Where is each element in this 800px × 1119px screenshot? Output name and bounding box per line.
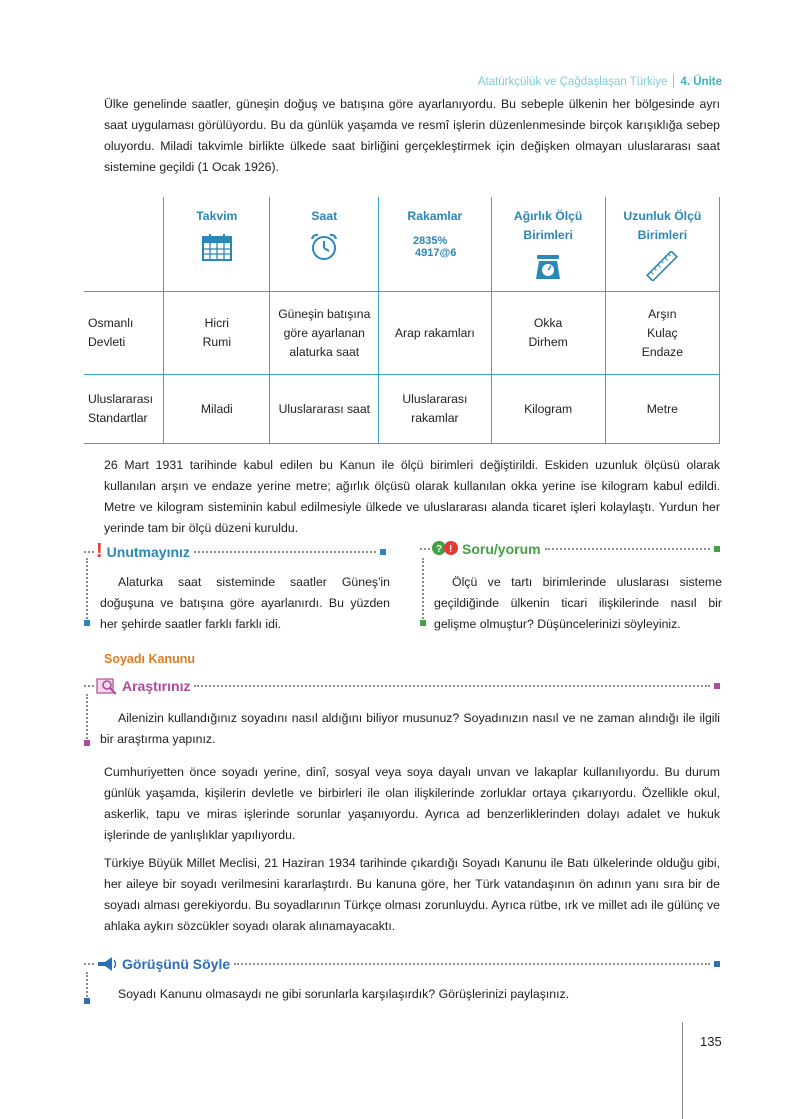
row-label: Uluslararası Standartlar bbox=[84, 375, 164, 444]
measurement-table bbox=[84, 197, 720, 444]
box-title-row bbox=[84, 676, 720, 696]
table-cell: Hicri Rumi bbox=[164, 292, 270, 375]
alarm-clock-icon bbox=[308, 232, 340, 262]
end-marker bbox=[714, 546, 720, 552]
box-title-row bbox=[84, 540, 386, 563]
page-number-rule bbox=[682, 1022, 683, 1119]
page-number: 135 bbox=[700, 1034, 722, 1049]
box-title: Araştırınız bbox=[122, 678, 191, 694]
table-cell: Kilogram bbox=[491, 375, 605, 444]
gorusunu-box bbox=[84, 955, 720, 973]
dotted-rule bbox=[234, 963, 710, 965]
svg-text:2835%: 2835% bbox=[412, 235, 448, 247]
end-marker bbox=[714, 961, 720, 967]
section-title: Soyadı Kanunu bbox=[104, 652, 195, 666]
table-cell: Miladi bbox=[164, 375, 270, 444]
question-speech-icon bbox=[432, 540, 458, 558]
gorusunu-text: Soyadı Kanunu olmasaydı ne gibi sorunlarla karşılaşırdık? Görüşlerinizi paylaşınız. bbox=[118, 987, 570, 1001]
box-side-line bbox=[422, 558, 424, 622]
dotted-lead bbox=[84, 963, 94, 965]
dotted-lead bbox=[420, 548, 430, 550]
chapter-title: Atatürkçülük ve Çağdaşlaşan Türkiye bbox=[477, 76, 668, 88]
table-cell: Metre bbox=[605, 375, 719, 444]
row-label: Osmanlı Devleti bbox=[84, 292, 164, 375]
box-side-line bbox=[86, 694, 88, 742]
end-marker bbox=[84, 740, 90, 746]
svg-text:4917@6: 4917@6 bbox=[414, 247, 457, 259]
end-marker bbox=[84, 998, 90, 1004]
box-side-line bbox=[86, 558, 88, 622]
dotted-rule bbox=[194, 685, 710, 687]
arastiriniz-box bbox=[84, 676, 720, 696]
column-header: Uzunluk Ölçü Birimleri bbox=[605, 197, 719, 292]
intro-paragraph: Ülke genelinde saatler, güneşin doğuş ve batışına göre ayarlanıyordu. Bu sebeple ülkenin her bölgesinde ayrı saat uygulaması görülüyordu. Bu da günlük yaşamda ve resmî işlerin düzenlenmesinde birçok karışıklığa sebep oluyordu. Miladi takvimle birlikte ülkede saat birliğini gerçekleştirmek için değişken olmayan uluslararası saat sistemine geçildi (1 Ocak 1926). bbox=[104, 97, 720, 174]
arastiriniz-text: Ailenizin kullandığınız soyadını nasıl aldığını biliyor musunuz? Soyadınızın nasıl ve ne zaman alındığı ile ilgili bir araştırma yapınız. bbox=[100, 711, 720, 746]
end-marker bbox=[714, 683, 720, 689]
box-title-row bbox=[84, 955, 720, 973]
table-cell: Uluslararası saat bbox=[270, 375, 379, 444]
dotted-rule bbox=[194, 551, 376, 553]
scale-icon bbox=[531, 251, 565, 281]
dotted-lead bbox=[84, 551, 94, 553]
dotted-rule bbox=[545, 548, 710, 550]
numbers-icon bbox=[412, 232, 458, 260]
law-paragraph: 26 Mart 1931 tarihinde kabul edilen bu Kanun ile ölçü birimleri değiştirildi. Eskiden uzunluk ölçüsü olarak kullanılan arşın ve endaze yerine metre; ağırlık ölçüsü olarak kullanılan okka yerine ise kilogram kabul edildi. Metre ve kilogram sisteminin kabul edilmesiyle ülkede ve uluslararası alanda ticaret işleri kolaylaştı. Yurdun her yerinde tam bir ölçü düzeni kuruldu. bbox=[104, 458, 720, 535]
table-cell: Arap rakamları bbox=[379, 292, 491, 375]
column-header: Takvim bbox=[164, 197, 270, 292]
box-title-row bbox=[420, 540, 720, 558]
soru-text: Ölçü ve tartı birimlerinde uluslarası sisteme geçildiğinde ülkenin ticari ilişkilerinde nasıl bir gelişme olmuştur? Düşüncelerinizi söyleyiniz. bbox=[434, 575, 722, 631]
ruler-icon bbox=[645, 251, 679, 281]
dotted-lead bbox=[84, 685, 94, 687]
column-header: Rakamlar 2835% 4917@6 bbox=[379, 197, 491, 292]
calendar-icon bbox=[201, 232, 233, 262]
surname-law-paragraph: Türkiye Büyük Millet Meclisi, 21 Haziran 1934 tarihinde çıkardığı Soyadı Kanunu ile Batı ülkelerinde olduğu gibi, her aileye bir soyadı verilmesini kararlaştırdı. Bu kanuna göre, her Türk vatandaşının ön adının yanı sıra bir de soyadı alması gerekiyordu. Bu soyadlarının Türkçe olması zorunluydu. Ayrıca rütbe, ırk ve millet adı ile gülünç ve ahlaka aykırı sözcükler soyadı olarak alınamayacaktı. bbox=[104, 856, 720, 933]
box-title: Soru/yorum bbox=[462, 541, 541, 557]
box-title: Unutmayınız bbox=[106, 543, 190, 560]
end-marker bbox=[84, 620, 90, 626]
soru-box bbox=[420, 540, 720, 558]
column-header: Saat bbox=[270, 197, 379, 292]
end-marker bbox=[380, 549, 386, 555]
table-cell: Güneşin batışına göre ayarlanan alaturka saat bbox=[270, 292, 379, 375]
research-icon bbox=[96, 676, 118, 696]
header-divider bbox=[673, 74, 674, 88]
exclamation-icon: ! bbox=[96, 540, 103, 562]
megaphone-icon bbox=[96, 955, 118, 973]
end-marker bbox=[420, 620, 426, 626]
table-cell: Arşın Kulaç Endaze bbox=[605, 292, 719, 375]
unutmayiniz-box bbox=[84, 540, 386, 563]
table-cell: Okka Dirhem bbox=[491, 292, 605, 375]
unutmayiniz-text: Alaturka saat sisteminde saatler Güneş'in doğuşuna ve batışına göre ayarlanırdı. Bu yüzden her şehirde saatler farklı farklı idi. bbox=[100, 575, 390, 631]
svg-text:!: ! bbox=[449, 544, 453, 555]
surname-history-paragraph: Cumhuriyetten önce soyadı yerine, dinî, sosyal veya soya dayalı unvan ve lakaplar kullanılıyordu. Bu durum günlük yaşamda, kişilerin devletle ve birbirleri ile olan ilişkilerinde zorluklar ortaya çıkarıyordu. Özellikle okul, askerlik, tapu ve miras işlerinde sorunlar yaşanıyordu. Ayrıca ad benzerliklerinden dolayı adalet ve hukuk işlerinde de yanlışlıklar yapılıyordu. bbox=[104, 765, 720, 842]
table-corner bbox=[84, 197, 164, 292]
svg-text:?: ? bbox=[436, 544, 443, 555]
box-title: Görüşünü Söyle bbox=[122, 956, 231, 972]
unit-label: 4. Ünite bbox=[680, 76, 722, 88]
column-header: Ağırlık Ölçü Birimleri bbox=[491, 197, 605, 292]
box-side-line bbox=[86, 972, 88, 1000]
running-header bbox=[478, 74, 722, 88]
table-cell: Uluslararası rakamlar bbox=[379, 375, 491, 444]
